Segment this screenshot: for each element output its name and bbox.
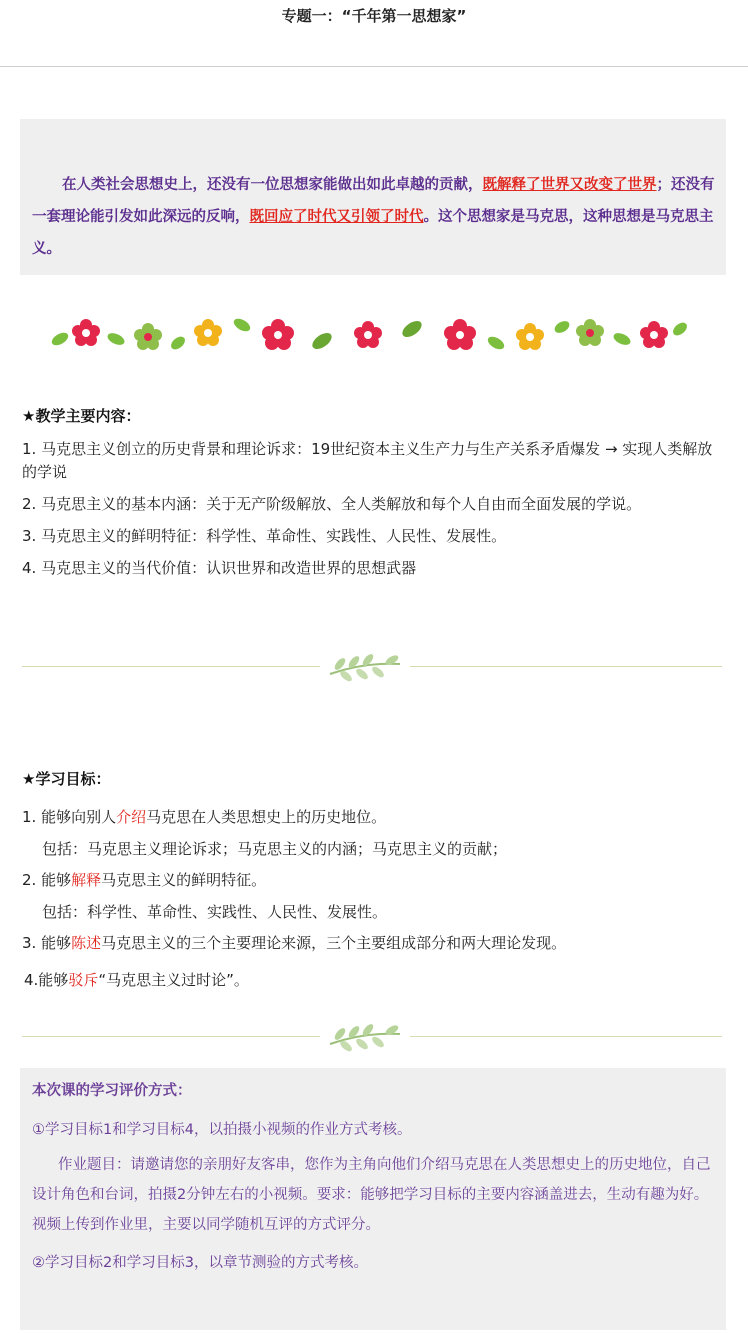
- quote-highlight-1: 既解释了世界又改变了世界: [482, 176, 657, 193]
- quote-part-3: 。这个思想家是马克思，这种思想是马克思主义。: [32, 208, 714, 257]
- leaf-divider-2: [22, 1022, 722, 1052]
- goal-2-verb: 解释: [71, 871, 102, 889]
- goal-1-verb: 介绍: [116, 808, 147, 826]
- header-bar: [0, 0, 748, 67]
- quote-text: [32, 169, 716, 265]
- goal-2-detail: 包括：科学性、革命性、实践性、人民性、发展性。: [42, 903, 388, 921]
- goal-1-prefix: 1. 能够向别人: [22, 808, 117, 826]
- teaching-heading: ★教学主要内容：: [22, 407, 141, 425]
- teaching-item-4: 4. 马克思主义的当代价值：认识世界和改造世界的思想武器: [22, 559, 417, 577]
- flower-garland-decoration: [50, 313, 690, 357]
- goal-2: [22, 869, 722, 892]
- page-title: 专题一：“千年第一思想家”: [281, 7, 467, 25]
- teaching-list: [22, 438, 722, 580]
- evaluation-method-2: ②学习目标2和学习目标3，以章节测验的方式考核。: [32, 1255, 368, 1271]
- goals-list: [22, 806, 722, 992]
- leaf-sprig-icon: [320, 652, 410, 682]
- teaching-item-3: 3. 马克思主义的鲜明特征：科学性、革命性、实践性、人民性、发展性。: [22, 527, 507, 545]
- goal-4: [22, 969, 722, 992]
- goal-2-prefix: 2. 能够: [22, 871, 72, 889]
- goal-1-text: 马克思在人类思想史上的历史地位。: [146, 808, 387, 826]
- goal-4-verb: 驳斥: [68, 971, 99, 989]
- goal-4-text: “马克思主义过时论”。: [98, 971, 249, 989]
- goal-1-detail: 包括：马克思主义理论诉求；马克思主义的内涵；马克思主义的贡献；: [42, 840, 508, 858]
- goal-3-prefix: 3. 能够: [22, 934, 72, 952]
- quote-part-2: ；还没有一套理论能引发如此深远的反响，: [32, 176, 715, 225]
- goals-heading: ★学习目标：: [22, 770, 111, 788]
- goal-3-text: 马克思主义的三个主要理论来源，三个主要组成部分和两大理论发现。: [101, 934, 567, 952]
- goal-3-verb: 陈述: [71, 934, 102, 952]
- quote-highlight-2: 既回应了时代又引领了时代: [249, 208, 424, 225]
- goal-4-prefix: 4.能够: [24, 971, 69, 989]
- goal-1: [22, 806, 722, 829]
- evaluation-task: 作业题目：请邀请您的亲朋好友客串，您作为主角向他们介绍马克思在人类思想史上的历史地位，自己设计角色和台词，拍摄2分钟左右的小视频。要求：能够把学习目标的主要内容涵盖进去，生动有趣为好。视频上传到作业里，主要以同学随机互评的方式评分。: [32, 1157, 711, 1233]
- goal-3: [22, 932, 722, 955]
- evaluation-method-1: ①学习目标1和学习目标4，以拍摄小视频的作业方式考核。: [32, 1122, 412, 1138]
- leaf-sprig-icon: [320, 1022, 410, 1052]
- quote-part-1: 在人类社会思想史上，还没有一位思想家能做出如此卓越的贡献，: [62, 176, 483, 193]
- quote-box: [20, 119, 726, 275]
- evaluation-content: [32, 1080, 716, 1275]
- goal-2-text: 马克思主义的鲜明特征。: [101, 871, 267, 889]
- leaf-divider-1: [22, 652, 722, 682]
- teaching-item-1: 1. 马克思主义创立的历史背景和理论诉求：19世纪资本主义生产力与生产关系矛盾爆发 → 实现人类解放的学说: [22, 440, 713, 481]
- evaluation-box: [20, 1068, 726, 1330]
- evaluation-heading: 本次课的学习评价方式：: [32, 1083, 192, 1099]
- teaching-item-2: 2. 马克思主义的基本内涵：关于无产阶级解放、全人类解放和每个人自由而全面发展的学说。: [22, 495, 642, 513]
